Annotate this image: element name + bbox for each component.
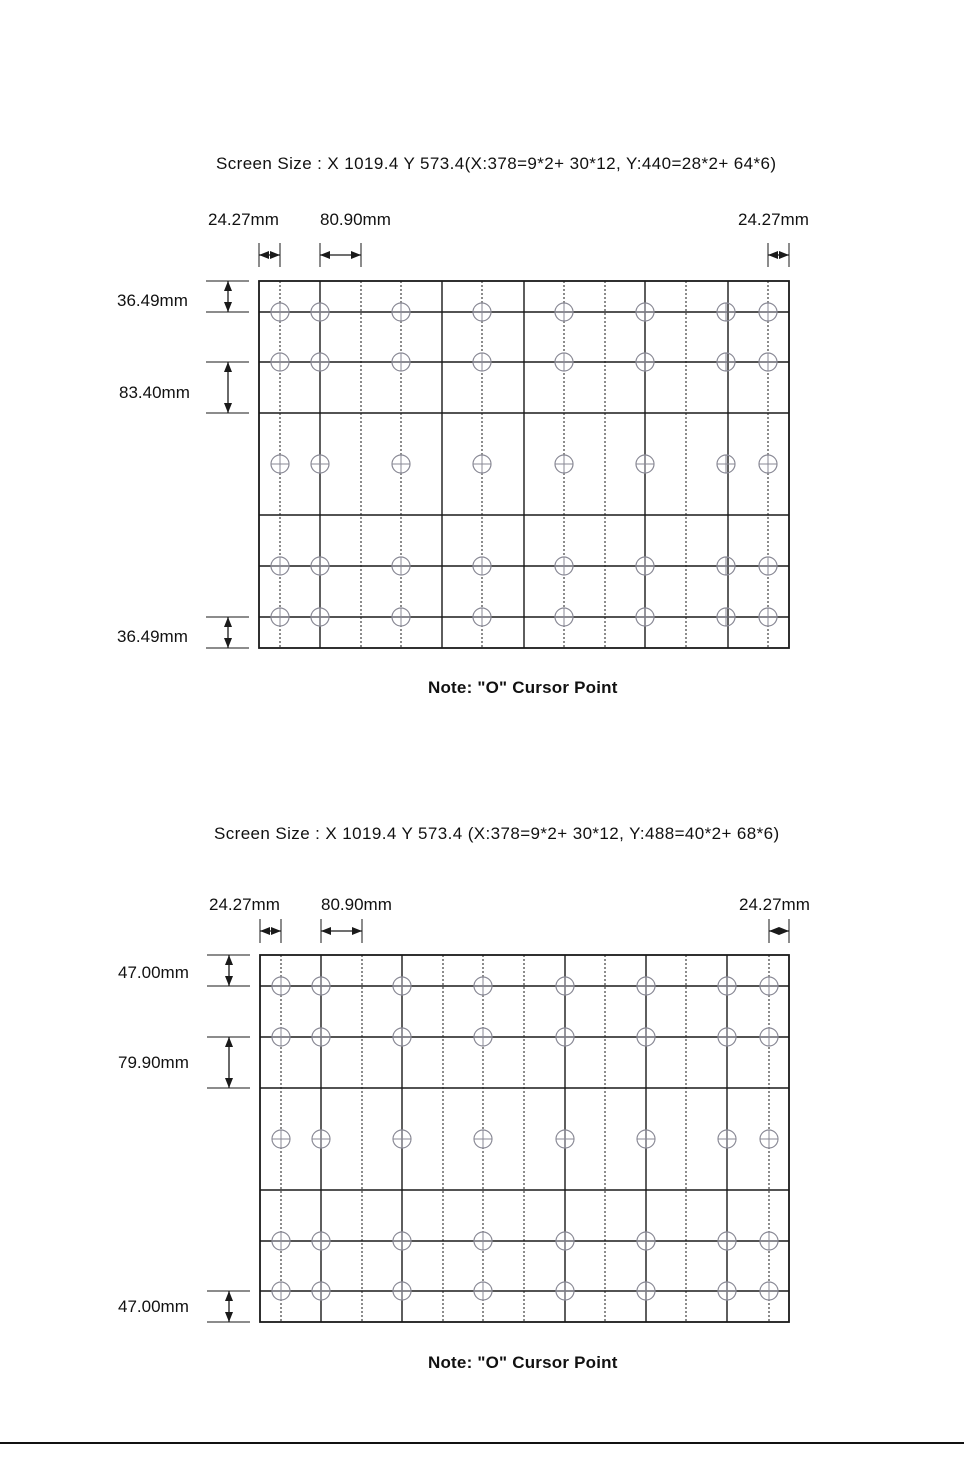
diagram-2 [0, 815, 964, 1375]
pitch-x-label: 80.90mm [320, 210, 391, 229]
footer-rule [0, 1442, 964, 1444]
pitch-y-label: 83.40mm [119, 383, 190, 402]
arrowhead-right [352, 927, 362, 935]
arrowhead-down [225, 1312, 233, 1322]
diagram-1 [0, 140, 964, 700]
top-margin-label: 36.49mm [117, 291, 188, 310]
arrowhead-right [779, 251, 789, 259]
arrowhead-down [225, 1078, 233, 1088]
arrowhead-down [224, 638, 232, 648]
left-margin-label: 24.27mm [208, 210, 279, 229]
pitch-x-label: 80.90mm [321, 895, 392, 914]
arrowhead-down [225, 976, 233, 986]
arrowhead-right [270, 251, 280, 259]
arrowhead-up [225, 1291, 233, 1301]
arrowhead-right [779, 927, 789, 935]
left-margin-label: 24.27mm [209, 895, 280, 914]
arrowhead-up [224, 362, 232, 372]
arrowhead-left [321, 927, 331, 935]
arrowhead-left [768, 251, 778, 259]
arrowhead-right [351, 251, 361, 259]
arrowhead-up [225, 955, 233, 965]
arrowhead-left [259, 251, 269, 259]
right-margin-label: 24.27mm [738, 210, 809, 229]
arrowhead-up [224, 281, 232, 291]
arrowhead-down [224, 403, 232, 413]
diagram-title: Screen Size : X 1019.4 Y 573.4 (X:378=9*2+ 30*12, Y:488=40*2+ 68*6) [214, 824, 780, 843]
arrowhead-left [260, 927, 270, 935]
bottom-margin-label: 47.00mm [118, 1297, 189, 1316]
right-margin-label: 24.27mm [739, 895, 810, 914]
pitch-y-label: 79.90mm [118, 1053, 189, 1072]
arrowhead-right [271, 927, 281, 935]
bottom-margin-label: 36.49mm [117, 627, 188, 646]
diagram-title: Screen Size : X 1019.4 Y 573.4(X:378=9*2+ 30*12, Y:440=28*2+ 64*6) [216, 154, 777, 173]
arrowhead-left [320, 251, 330, 259]
arrowhead-down [224, 302, 232, 312]
arrowhead-up [224, 617, 232, 627]
cursor-point-note: Note: "O" Cursor Point [428, 1353, 618, 1372]
top-margin-label: 47.00mm [118, 963, 189, 982]
arrowhead-up [225, 1037, 233, 1047]
grid-drawing [0, 140, 964, 700]
cursor-point-note: Note: "O" Cursor Point [428, 678, 618, 697]
panel-border [260, 955, 789, 1322]
arrowhead-left [769, 927, 779, 935]
grid-drawing [0, 815, 964, 1375]
